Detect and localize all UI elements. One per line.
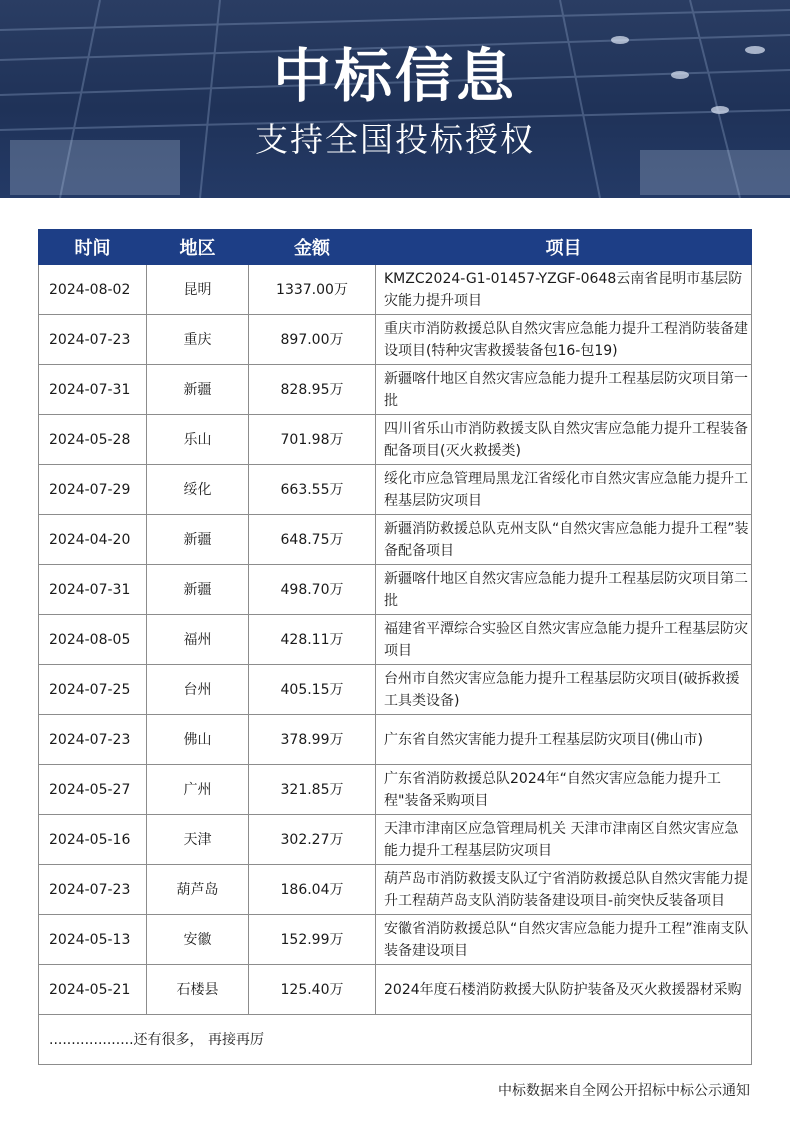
cell-region: 天津 <box>147 815 249 865</box>
cell-project: 福建省平潭综合实验区自然灾害应急能力提升工程基层防灾项目 <box>376 615 752 665</box>
cell-project: 安徽省消防救援总队“自然灾害应急能力提升工程”淮南支队装备建设项目 <box>376 915 752 965</box>
table-row <box>39 965 752 1015</box>
cell-date: 2024-07-23 <box>39 715 147 765</box>
cell-amount: 152.99万 <box>249 915 376 965</box>
cell-date: 2024-08-05 <box>39 615 147 665</box>
cell-amount: 321.85万 <box>249 765 376 815</box>
table-row <box>39 365 752 415</box>
cell-amount: 498.70万 <box>249 565 376 615</box>
cell-date: 2024-05-28 <box>39 415 147 465</box>
cell-date: 2024-07-31 <box>39 365 147 415</box>
cell-amount: 701.98万 <box>249 415 376 465</box>
cell-project: 四川省乐山市消防救援支队自然灾害应急能力提升工程装备配备项目(灭火救援类) <box>376 415 752 465</box>
cell-region: 绥化 <box>147 465 249 515</box>
table-row <box>39 615 752 665</box>
table-row <box>39 565 752 615</box>
cell-region: 昆明 <box>147 265 249 315</box>
cell-date: 2024-07-23 <box>39 315 147 365</box>
cell-project: 新疆喀什地区自然灾害应急能力提升工程基层防灾项目第一批 <box>376 365 752 415</box>
cell-amount: 648.75万 <box>249 515 376 565</box>
cell-date: 2024-07-25 <box>39 665 147 715</box>
cell-date: 2024-05-27 <box>39 765 147 815</box>
table-row <box>39 465 752 515</box>
table-row <box>39 265 752 315</box>
cell-region: 重庆 <box>147 315 249 365</box>
cell-project: 新疆消防救援总队克州支队“自然灾害应急能力提升工程”装备配备项目 <box>376 515 752 565</box>
cell-region: 石楼县 <box>147 965 249 1015</box>
table-header-row <box>39 230 752 265</box>
column-header-date: 时间 <box>39 230 147 265</box>
cell-amount: 828.95万 <box>249 365 376 415</box>
cell-region: 新疆 <box>147 365 249 415</box>
cell-amount: 897.00万 <box>249 315 376 365</box>
cell-region: 乐山 <box>147 415 249 465</box>
cell-amount: 663.55万 <box>249 465 376 515</box>
cell-date: 2024-05-16 <box>39 815 147 865</box>
cell-project: KMZC2024-G1-01457-YZGF-0648云南省昆明市基层防灾能力提升项目 <box>376 265 752 315</box>
table-row <box>39 765 752 815</box>
cell-region: 佛山 <box>147 715 249 765</box>
more-note: ...................还有很多， 再接再厉 <box>39 1015 752 1065</box>
table-row <box>39 315 752 365</box>
header-banner <box>0 0 790 198</box>
page-title: 中标信息 <box>272 42 517 110</box>
footer-note: 中标数据来自全网公开招标中标公示通知 <box>498 1083 750 1099</box>
cell-date: 2024-08-02 <box>39 265 147 315</box>
cell-date: 2024-05-13 <box>39 915 147 965</box>
cell-region: 台州 <box>147 665 249 715</box>
cell-date: 2024-04-20 <box>39 515 147 565</box>
cell-amount: 378.99万 <box>249 715 376 765</box>
table-row <box>39 665 752 715</box>
cell-amount: 302.27万 <box>249 815 376 865</box>
table-row-more <box>39 1015 752 1065</box>
cell-region: 葫芦岛 <box>147 865 249 915</box>
cell-project: 2024年度石楼消防救援大队防护装备及灭火救援器材采购 <box>376 965 752 1015</box>
table-row <box>39 915 752 965</box>
cell-region: 福州 <box>147 615 249 665</box>
cell-amount: 405.15万 <box>249 665 376 715</box>
cell-region: 新疆 <box>147 515 249 565</box>
cell-project: 天津市津南区应急管理局机关 天津市津南区自然灾害应急能力提升工程基层防灾项目 <box>376 815 752 865</box>
cell-amount: 125.40万 <box>249 965 376 1015</box>
column-header-region: 地区 <box>147 230 249 265</box>
award-table <box>38 229 752 1065</box>
cell-project: 绥化市应急管理局黑龙江省绥化市自然灾害应急能力提升工程基层防灾项目 <box>376 465 752 515</box>
cell-date: 2024-07-23 <box>39 865 147 915</box>
table-row <box>39 415 752 465</box>
cell-date: 2024-07-29 <box>39 465 147 515</box>
cell-project: 广东省消防救援总队2024年“自然灾害应急能力提升工程"装备采购项目 <box>376 765 752 815</box>
table-row <box>39 865 752 915</box>
cell-amount: 1337.00万 <box>249 265 376 315</box>
cell-region: 安徽 <box>147 915 249 965</box>
table-row <box>39 815 752 865</box>
column-header-amount: 金额 <box>249 230 376 265</box>
cell-project: 台州市自然灾害应急能力提升工程基层防灾项目(破拆救援工具类设备) <box>376 665 752 715</box>
cell-date: 2024-05-21 <box>39 965 147 1015</box>
cell-project: 广东省自然灾害能力提升工程基层防灾项目(佛山市) <box>376 715 752 765</box>
table-row <box>39 515 752 565</box>
table-row <box>39 715 752 765</box>
cell-date: 2024-07-31 <box>39 565 147 615</box>
cell-amount: 186.04万 <box>249 865 376 915</box>
page-subtitle: 支持全国投标授权 <box>255 120 535 159</box>
cell-project: 葫芦岛市消防救援支队辽宁省消防救援总队自然灾害能力提升工程葫芦岛支队消防装备建设项目-前突快反装备项目 <box>376 865 752 915</box>
cell-amount: 428.11万 <box>249 615 376 665</box>
column-header-project: 项目 <box>376 230 752 265</box>
cell-region: 广州 <box>147 765 249 815</box>
cell-region: 新疆 <box>147 565 249 615</box>
cell-project: 新疆喀什地区自然灾害应急能力提升工程基层防灾项目第二批 <box>376 565 752 615</box>
cell-project: 重庆市消防救援总队自然灾害应急能力提升工程消防装备建设项目(特种灾害救援装备包16-包19) <box>376 315 752 365</box>
